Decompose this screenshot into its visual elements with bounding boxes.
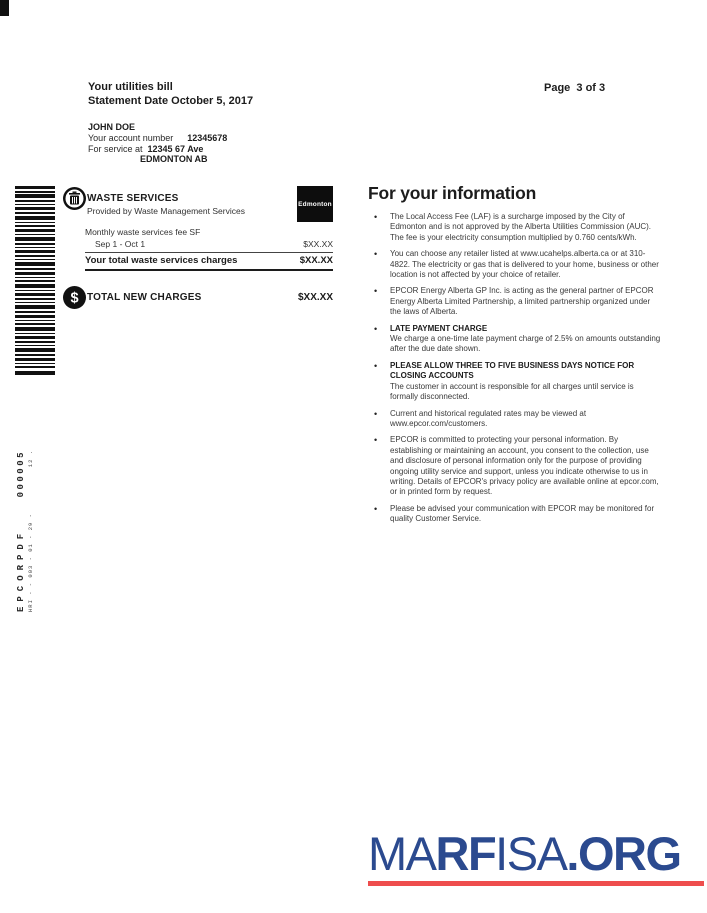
divider — [85, 269, 333, 271]
account-number-value: 12345678 — [187, 132, 228, 143]
bullet-text: LATE PAYMENT CHARGE We charge a one-time late payment charge of 2.5% on amounts outstanding after the due date shown. — [390, 323, 661, 354]
bullet-text: EPCOR is committed to protecting your personal information. By establishing or maintaining an account, you consent to the collection, use and disclosure of personal information only for the purpose of providing ongoing utility service and support, unless you indicate otherwise to us in writing. Details of EPCOR's privacy policy are available online at epcor.com, or in printed form by request. — [390, 435, 659, 497]
customer-name: JOHN DOE — [88, 122, 136, 132]
bullet-text: Current and historical regulated rates may be viewed at www.epcor.com/customers. — [390, 408, 587, 428]
fee-row — [85, 239, 333, 249]
bullet-dot: • — [374, 503, 378, 514]
vertical-code-primary: EPCORPDF — [16, 528, 26, 612]
for-your-information-section — [368, 183, 662, 531]
page-number: Page 3 of 3 — [544, 82, 606, 94]
waste-services-title: WASTE SERVICES — [87, 193, 179, 204]
bullet-dot: • — [374, 286, 378, 297]
info-bullet — [368, 435, 662, 497]
service-address-label: For service at — [88, 143, 143, 154]
waste-services-section — [62, 186, 333, 271]
barcode — [15, 186, 55, 376]
vertical-code-line-primary — [16, 450, 26, 612]
watermark-text — [368, 829, 704, 879]
watermark-part4: .ORG — [566, 827, 681, 880]
service-address-line2: EDMONTON AB — [140, 154, 208, 165]
fee-period: Sep 1 - Oct 1 — [95, 239, 146, 249]
edmonton-logo-text: Edmonton — [298, 200, 332, 208]
dollar-icon — [62, 285, 87, 310]
vertical-code-small-primary: HRI - - 003 - 01 - 29 - — [27, 513, 34, 612]
marfisa-watermark — [368, 829, 704, 886]
service-address-row — [88, 144, 227, 155]
total-new-charges-amount: $XX.XX — [297, 292, 333, 303]
watermark-part2: RF — [435, 827, 496, 880]
info-section-title: For your information — [368, 183, 537, 203]
info-bullet — [368, 324, 662, 355]
bullet-text: EPCOR Energy Alberta GP Inc. is acting as the general partner of EPCOR Energy Alberta Limited Partnership, a limited partnership organized under the laws of Alberta. — [390, 286, 654, 317]
bullet-dot: • — [374, 435, 378, 446]
info-bullet — [368, 409, 662, 430]
bullet-text: You can choose any retailer listed at www.ucahelps.alberta.ca or at 310-4822. The electricity or gas that is delivered to your home, business or other location is not affected by your choice of retailer. — [390, 249, 659, 280]
info-bullet-list — [368, 212, 662, 525]
total-new-charges-row — [62, 285, 333, 310]
total-new-charges-label: TOTAL NEW CHARGES — [87, 292, 202, 303]
vertical-code-secondary: 000005 — [16, 450, 26, 498]
customer-info — [88, 122, 227, 165]
statement-date: Statement Date October 5, 2017 — [88, 94, 254, 107]
svg-text:$: $ — [70, 290, 79, 307]
sidebar-vertical-code — [16, 450, 34, 612]
document-header — [88, 81, 253, 108]
vertical-code-small-secondary: 12 . — [27, 450, 34, 468]
page-title: Your utilities bill — [88, 81, 173, 93]
info-bullet — [368, 249, 662, 280]
waste-total-amount: $XX.XX — [299, 255, 333, 266]
bullet-dot: • — [374, 249, 378, 260]
fee-amount: $XX.XX — [303, 239, 333, 249]
watermark-part1: MA — [368, 827, 436, 880]
vertical-code-line-small — [26, 450, 34, 612]
watermark-underline — [368, 881, 704, 886]
bullet-text: Please be advised your communication with EPCOR may be monitored for quality Customer Service. — [390, 503, 655, 524]
account-number-row — [88, 133, 227, 144]
bullet-dot: • — [374, 212, 378, 222]
bullet-dot: • — [374, 360, 378, 371]
registration-mark — [0, 0, 9, 16]
trash-can-icon — [62, 186, 87, 211]
watermark-part3: ISA — [495, 827, 567, 880]
waste-total-row — [85, 253, 333, 269]
waste-services-subtitle: Provided by Waste Management Services — [87, 206, 245, 216]
bullet-text: The Local Access Fee (LAF) is a surcharge imposed by the City of Edmonton and is not approved by the Alberta Utilities Commission (AUC). The fee is your electricity consumption multiplied by 0.760 cents/kWh. — [390, 212, 652, 242]
edmonton-logo — [297, 186, 333, 222]
bullet-dot: • — [374, 323, 378, 334]
waste-total-label: Your total waste services charges — [85, 255, 238, 266]
fee-description: Monthly waste services fee SF — [85, 227, 201, 237]
info-bullet — [368, 361, 662, 403]
info-bullet — [368, 286, 662, 317]
bullet-text: PLEASE ALLOW THREE TO FIVE BUSINESS DAYS NOTICE FOR CLOSING ACCOUNTS The customer in account is responsible for all charges until service is formally disconnected. — [390, 360, 635, 402]
info-bullet — [368, 504, 662, 525]
info-bullet — [368, 212, 662, 243]
service-address-line1: 12345 67 Ave — [147, 143, 204, 154]
account-number-label: Your account number — [88, 132, 174, 143]
bullet-dot: • — [374, 408, 378, 419]
waste-services-header — [62, 186, 333, 216]
